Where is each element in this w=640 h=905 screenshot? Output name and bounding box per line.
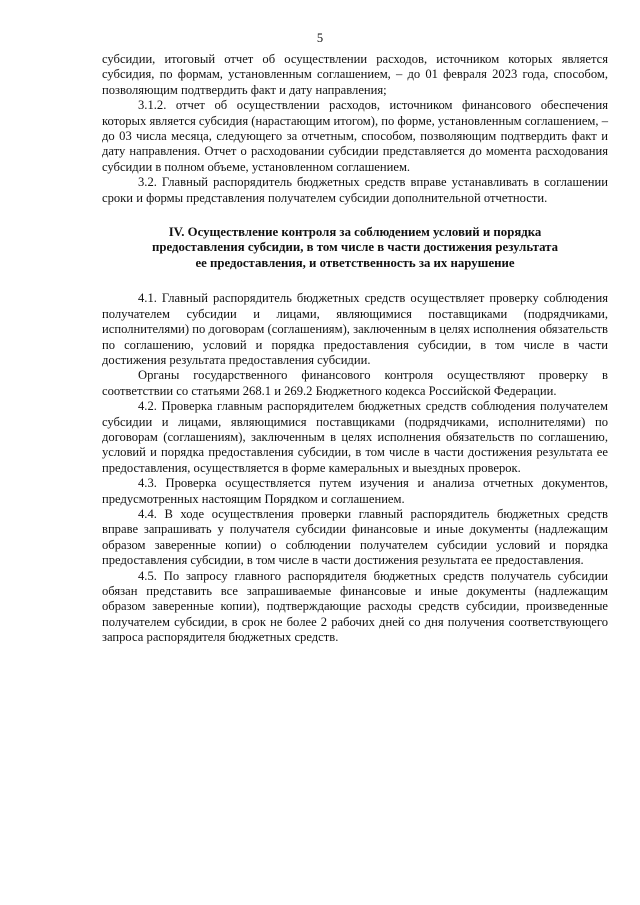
paragraph-4-5: 4.5. По запросу главного распорядителя бюджетных средств получатель субсидии обязан представить все запрашиваемые финансовые и иные документы (надлежащим образом заверенные копии), подтверждающие расходы средств субсидии, произведенные получателем субсидии, в срок не более 2 рабочих дней со дня получения соответствующего запроса распорядителя бюджетных средств. <box>102 568 608 645</box>
document-body <box>102 52 608 646</box>
section-heading-line: IV. Осуществление контроля за соблюдением условий и порядка <box>168 225 542 240</box>
paragraph-3-1-2: 3.1.2. отчет об осуществлении расходов, источником финансового обеспечения которых является субсидия (нарастающим итогом), по форме, установленным соглашением, – до 03 числа месяца, следующего за отчетным, способом, позволяющим подтвердить факт и дату направления. Отчет о расходовании субсидии представляется до момента расходования субсидии в полном объеме, установленном соглашением. <box>102 98 608 174</box>
paragraph-continuation: субсидии, итоговый отчет об осуществлении расходов, источником которых является субсидия, по формам, установленным соглашением, – до 01 февраля 2023 года, способом, позволяющим подтвердить факт и дату направления; <box>102 52 608 97</box>
paragraph-4-1: 4.1. Главный распорядитель бюджетных средств осуществляет проверку соблюдения получателем субсидии и лицами, являющимися поставщиками (подрядчиками, исполнителями) по договорам (соглашениям), заключенным в целях исполнения обязательств по соглашению, условий и порядка предоставления субсидии, в том числе в части достижения результата предоставления субсидии. <box>102 291 608 367</box>
paragraph-4-3: 4.3. Проверка осуществляется путем изучения и анализа отчетных документов, предусмотренных настоящим Порядком и соглашением. <box>102 476 608 506</box>
section-heading <box>102 225 608 271</box>
paragraph-4-2: 4.2. Проверка главным распорядителем бюджетных средств соблюдения получателем субсидии и лицами, являющимися поставщиками (подрядчиками, исполнителями) по договорам (соглашениям), заключенным в целях исполнения обязательств по соглашению, условий и порядка предоставления субсидии, в том числе в части достижения результата ее предоставления, осуществляется в форме камеральных и выездных проверок. <box>102 399 608 475</box>
page-number: 5 <box>316 31 324 45</box>
paragraph-4-4: 4.4. В ходе осуществления проверки главный распорядитель бюджетных средств вправе запрашивать у получателя субсидии финансовые и иные документы (надлежащим образом заверенные копии) о соблюдении получателем субсидии условий и порядка предоставления субсидии, в том числе в части достижения результата ее предоставления. <box>102 506 608 568</box>
section-heading-line: предоставления субсидии, в том числе в части достижения результата <box>152 240 558 255</box>
section-heading-line: ее предоставления, и ответственность за их нарушение <box>195 255 515 270</box>
paragraph-3-2: 3.2. Главный распорядитель бюджетных средств вправе устанавливать в соглашении сроки и формы представления получателем субсидии дополнительной отчетности. <box>102 175 608 205</box>
paragraph-state-control: Органы государственного финансового контроля осуществляют проверку в соответствии со статьями 268.1 и 269.2 Бюджетного кодекса Российской Федерации. <box>102 368 608 398</box>
